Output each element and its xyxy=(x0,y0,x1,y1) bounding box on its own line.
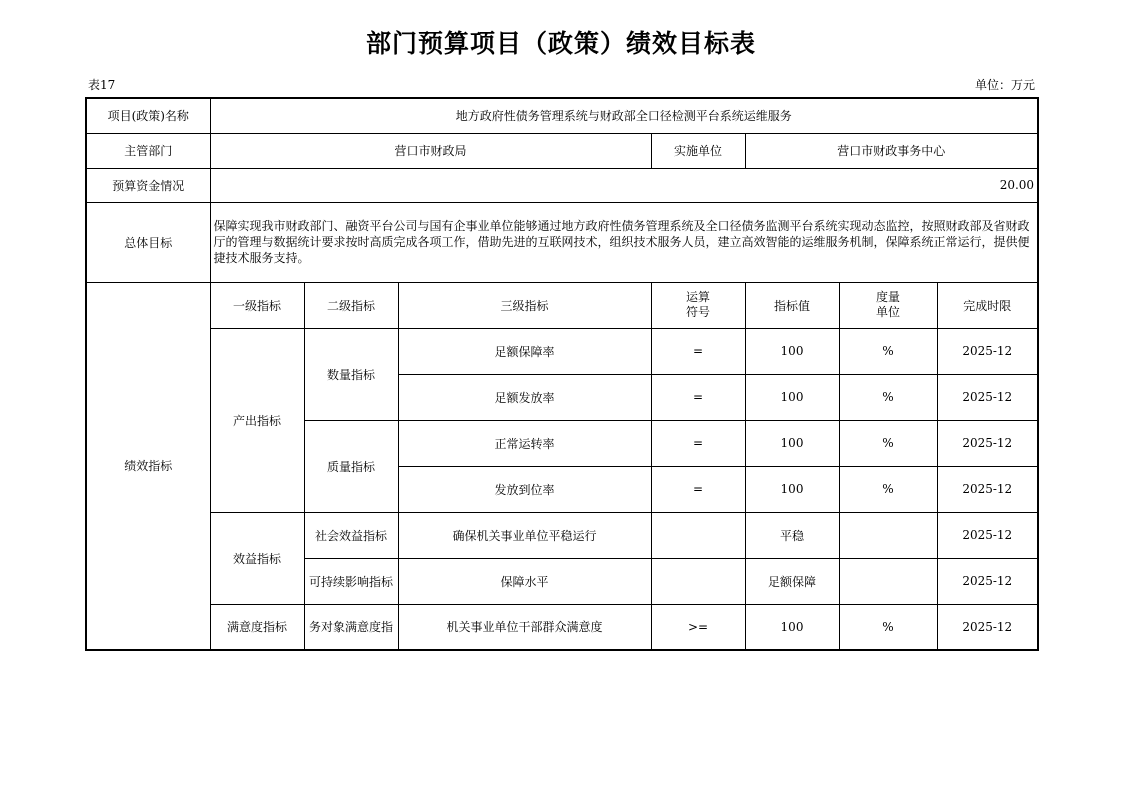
header-target-value: 指标值 xyxy=(745,282,839,328)
deadline-cell: 2025-12 xyxy=(937,466,1038,512)
department-row xyxy=(86,133,1038,168)
output-indicator-label: 产出指标 xyxy=(210,328,304,512)
measure-unit-cell xyxy=(839,558,937,604)
measure-unit-cell: % xyxy=(839,420,937,466)
target-value-cell: 100 xyxy=(745,374,839,420)
budget-value: 20.00 xyxy=(210,168,1038,202)
target-value-cell: 100 xyxy=(745,466,839,512)
project-name-label: 项目(政策)名称 xyxy=(86,98,210,133)
header-operator: 运算 符号 xyxy=(651,282,745,328)
level3-cell: 机关事业单位干部群众满意度 xyxy=(398,604,651,650)
deadline-cell: 2025-12 xyxy=(937,558,1038,604)
unit-label: 单位：万元 xyxy=(974,78,1035,92)
header-deadline: 完成时限 xyxy=(937,282,1038,328)
overall-goal-row xyxy=(86,202,1038,282)
quality-indicator-label: 质量指标 xyxy=(304,420,398,512)
overall-goal-label: 总体目标 xyxy=(86,202,210,282)
deadline-cell: 2025-12 xyxy=(937,374,1038,420)
header-measure-unit: 度量 单位 xyxy=(839,282,937,328)
overall-goal-text: 保障实现我市财政部门、融资平台公司与国有企事业单位能够通过地方政府性债务管理系统及全口径债务监测平台系统实现动态监控，按照财政部及省财政厅的管理与数据统计要求按时高质完成各项工作，借助先进的互联网技术，组织技术服务人员，建立高效智能的运维服务机制，保障系统正常运行，提供便捷技术服务支持。 xyxy=(210,202,1038,282)
deadline-cell: 2025-12 xyxy=(937,420,1038,466)
measure-unit-cell: % xyxy=(839,328,937,374)
indicator-row xyxy=(86,512,1038,558)
operator-cell: >= xyxy=(651,604,745,650)
level2-cell: 可持续影响指标 xyxy=(304,558,398,604)
target-value-cell: 平稳 xyxy=(745,512,839,558)
measure-unit-cell: % xyxy=(839,466,937,512)
level2-cell: 社会效益指标 xyxy=(304,512,398,558)
indicator-row xyxy=(86,328,1038,374)
level3-cell: 确保机关事业单位平稳运行 xyxy=(398,512,651,558)
page-title: 部门预算项目（政策）绩效目标表 xyxy=(365,29,756,58)
level3-cell: 足额保障率 xyxy=(398,328,651,374)
header-level2: 二级指标 xyxy=(304,282,398,328)
indicator-row xyxy=(86,604,1038,650)
performance-target-table xyxy=(85,97,1039,651)
level3-cell: 发放到位率 xyxy=(398,466,651,512)
level2-cell: 务对象满意度指 xyxy=(304,604,398,650)
header-level1: 一级指标 xyxy=(210,282,304,328)
budget-row xyxy=(86,168,1038,202)
target-value-cell: 100 xyxy=(745,420,839,466)
operator-cell: = xyxy=(651,328,745,374)
measure-unit-cell xyxy=(839,512,937,558)
department-value: 营口市财政局 xyxy=(210,133,651,168)
implementing-unit-value: 营口市财政事务中心 xyxy=(745,133,1038,168)
deadline-cell: 2025-12 xyxy=(937,328,1038,374)
table-number: 表17 xyxy=(88,78,116,92)
level3-cell: 正常运转率 xyxy=(398,420,651,466)
operator-cell: = xyxy=(651,420,745,466)
operator-cell xyxy=(651,558,745,604)
target-value-cell: 100 xyxy=(745,328,839,374)
measure-unit-cell: % xyxy=(839,374,937,420)
deadline-cell: 2025-12 xyxy=(937,512,1038,558)
measure-unit-cell: % xyxy=(839,604,937,650)
benefit-indicator-label: 效益指标 xyxy=(210,512,304,604)
operator-cell: = xyxy=(651,374,745,420)
quantity-indicator-label: 数量指标 xyxy=(304,328,398,420)
department-label: 主管部门 xyxy=(86,133,210,168)
operator-cell xyxy=(651,512,745,558)
project-name-row xyxy=(86,98,1038,133)
level3-cell: 足额发放率 xyxy=(398,374,651,420)
implementing-unit-label: 实施单位 xyxy=(651,133,745,168)
target-value-cell: 足额保障 xyxy=(745,558,839,604)
deadline-cell: 2025-12 xyxy=(937,604,1038,650)
project-name-value: 地方政府性债务管理系统与财政部全口径检测平台系统运维服务 xyxy=(210,98,1038,133)
target-value-cell: 100 xyxy=(745,604,839,650)
budget-label: 预算资金情况 xyxy=(86,168,210,202)
header-level3: 三级指标 xyxy=(398,282,651,328)
satisfaction-indicator-label: 满意度指标 xyxy=(210,604,304,650)
level3-cell: 保障水平 xyxy=(398,558,651,604)
indicator-header-row xyxy=(86,282,1038,328)
operator-cell: = xyxy=(651,466,745,512)
performance-indicator-label: 绩效指标 xyxy=(86,282,210,650)
